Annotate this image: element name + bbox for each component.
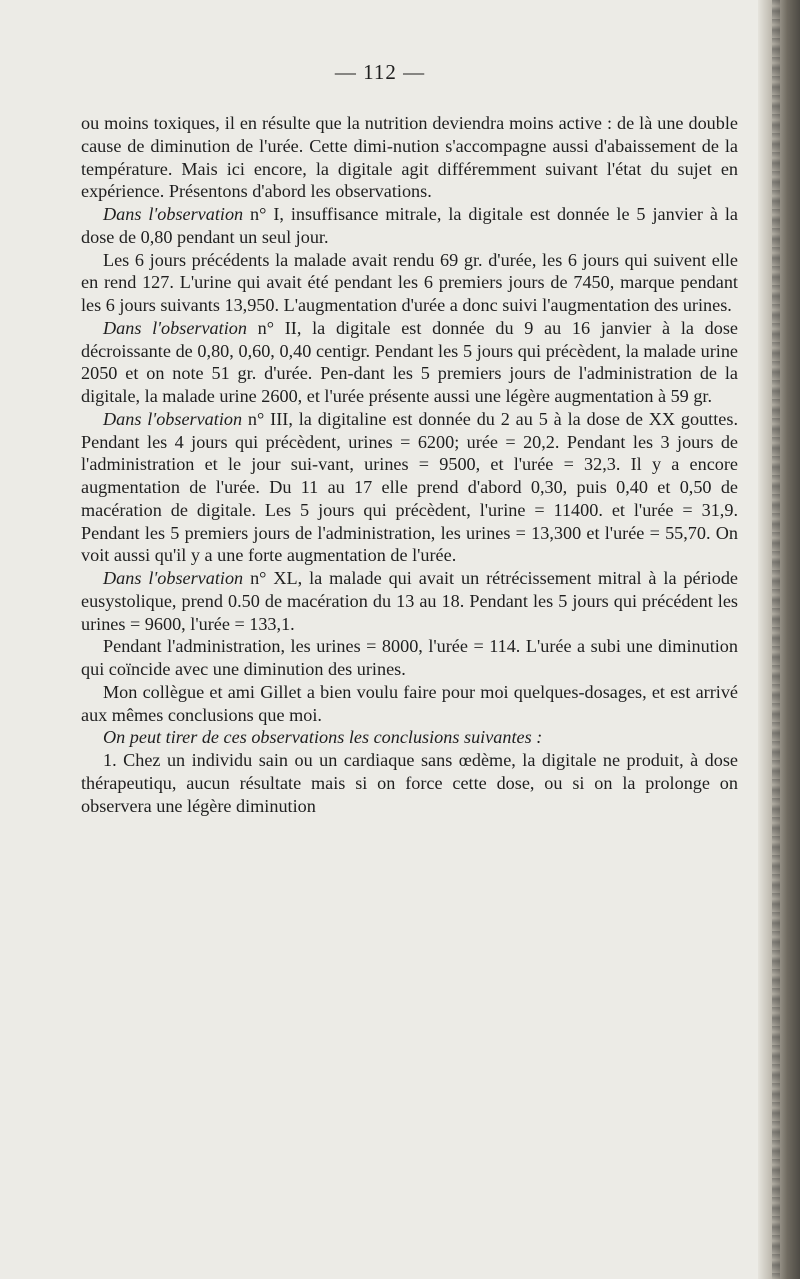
paragraph-observation-1 xyxy=(81,203,738,249)
paragraph-conclusions-heading xyxy=(81,726,738,749)
page-number: — 112 — xyxy=(334,60,426,84)
paragraph-gillet: Mon collègue et ami Gillet a bien voulu faire pour moi quelques-dosages, et est arrivé aux mêmes conclusions que moi. xyxy=(81,681,738,725)
paragraph-administration: Pendant l'administration, les urines = 8000, l'urée = 114. L'urée a subi une diminution qui coïncide avec une diminution des urines. xyxy=(81,636,738,679)
paragraph-observation-1-results: Les 6 jours précédents la malade avait rendu 69 gr. d'urée, les 6 jours qui suivent elle en rend 127. L'urine qui avait été pendant les 6 premiers jours de 7450, marque pendant les 6 jours suivants 13,950. L'augmentation d'urée a donc suivi l'augmentation des urines. xyxy=(81,249,738,315)
paragraph-conclusion-1: 1. Chez un individu sain ou un cardiaque sans œdème, la digitale ne produit, à dose thérapeutiqu, aucun résultate mais si on force cette dose, ou si on la prolonge on observera une légère diminution xyxy=(81,750,738,816)
observation-text: n° I, insuffisance mitrale, la digitale est donnée le 5 janvier à la dose de 0,80 pendant un seul jour. xyxy=(81,204,738,247)
paragraph-observation-2 xyxy=(81,317,738,408)
observation-lead: Dans l'observation xyxy=(103,408,243,429)
book-binding-edge xyxy=(758,0,800,1279)
paragraph-observation-3 xyxy=(81,408,738,567)
body-text xyxy=(81,112,738,817)
observation-lead: Dans l'observation xyxy=(103,204,244,224)
conclusions-heading: On peut tirer de ces observations les conclusions suivantes : xyxy=(103,727,543,748)
observation-lead: Dans l'observation xyxy=(103,568,244,588)
paragraph-intro: ou moins toxiques, il en résulte que la nutrition deviendra moins active : de là une double cause de diminution de l'urée. Cette dimi-nution s'accompagne aussi d'abaissement de la température. Mais ici encore, la digitale agit différemment suivant l'état du sujet en expérience. Présentons d'abord les observations. xyxy=(81,113,738,202)
observation-text: n° II, la digitale est donnée du 9 au 16 janvier à la dose décroissante de 0,80, 0,60, 0,40 centigr. Pendant les 5 jours qui précèdent, la malade urine 2050 et on note 51 gr. d'urée. Pen-dant les 5 premiers jours de l'administration de la digitale, la malade urine 2600, et l'urée présente aussi une légère augmentation à 59 gr. xyxy=(81,317,738,406)
observation-text: n° III, la digitaline est donnée du 2 au 5 à la dose de XX gouttes. Pendant les 4 jours qui précèdent, urines = 6200; urée = 20,2. Pendant les 3 jours de l'administration et le jour sui-vant, urines = 9500, et l'urée = 32,3. Il y a encore augmentation de l'urée. Du 11 au 17 elle prend d'abord 0,30, puis 0,40 et 0,50 de macération de digitale. Les 5 jours qui précèdent, l'urine = 11400. et l'urée = 31,9. Pendant les 5 premiers jours de l'administration, les urines = 13,300 et l'urée = 55,70. On voit aussi qu'il y a une forte augmentation de l'urée. xyxy=(81,408,738,566)
paragraph-observation-40 xyxy=(81,567,738,635)
observation-text: n° XL, la malade qui avait un rétrécissement mitral à la période eusystolique, prend 0.50 de macération du 13 au 18. Pendant les 5 jours qui précédent les urines = 9600, l'urée = 133,1. xyxy=(81,568,739,634)
observation-lead: Dans l'observation xyxy=(103,317,247,338)
